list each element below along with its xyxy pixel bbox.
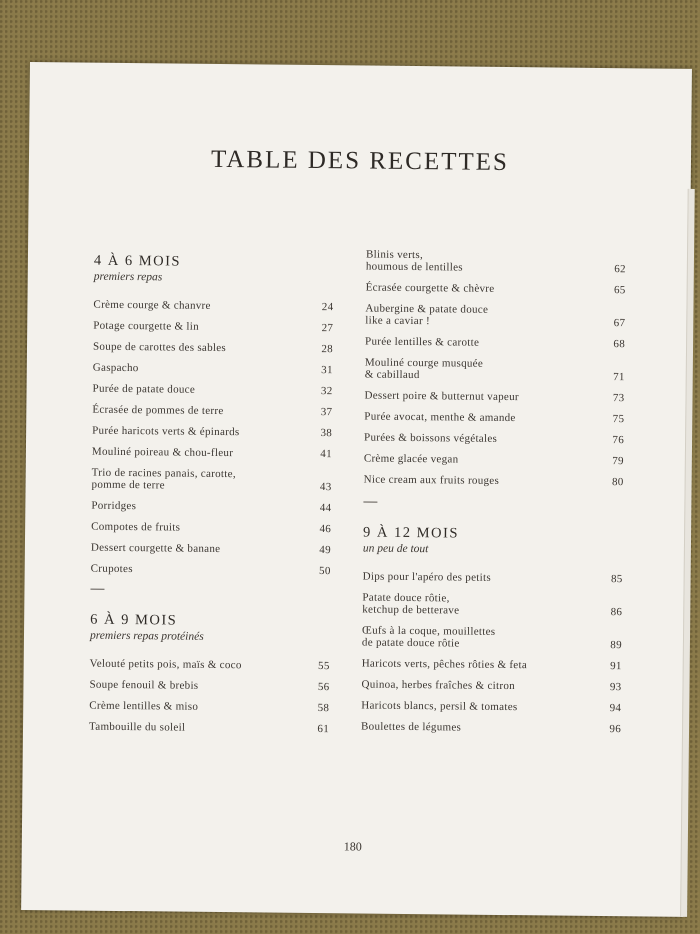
recipe-page-number: 46 bbox=[319, 523, 332, 536]
recipe-entry bbox=[93, 383, 333, 398]
recipe-page-number: 58 bbox=[317, 702, 330, 715]
recipe-page-number: 49 bbox=[319, 544, 331, 557]
recipe-page-number: 41 bbox=[320, 448, 332, 461]
recipe-name: Boulettes de légumes bbox=[360, 720, 462, 734]
recipe-name: Œufs à la coque, mouillettes de patate douce rôtie bbox=[361, 624, 496, 650]
recipe-name: Dessert poire & butternut vapeur bbox=[364, 389, 519, 404]
section-subtitle: premiers repas protéinés bbox=[89, 629, 204, 643]
page-title: TABLE DES RECETTES bbox=[210, 145, 510, 177]
recipe-entry bbox=[89, 721, 329, 736]
section-heading: 9 À 12 MOIS bbox=[363, 524, 460, 542]
recipe-page-number: 28 bbox=[321, 343, 334, 356]
recipe-name: Quinoa, herbes fraîches & citron bbox=[361, 678, 516, 693]
right-column bbox=[361, 249, 626, 745]
recipe-page-number: 79 bbox=[612, 455, 624, 468]
recipe-entry bbox=[366, 282, 626, 297]
recipe-page-number: 65 bbox=[613, 284, 626, 297]
recipe-page-number: 38 bbox=[320, 427, 333, 440]
recipe-entry bbox=[364, 474, 624, 489]
recipe-name: Trio de racines panais, carotte, pomme de terre bbox=[91, 466, 236, 492]
recipe-entry bbox=[92, 425, 332, 440]
recipe-name: Mouliné poireau & chou-fleur bbox=[91, 445, 234, 460]
page-edge bbox=[680, 189, 695, 917]
section-heading: 6 À 9 MOIS bbox=[90, 611, 178, 629]
recipe-entry bbox=[91, 542, 331, 557]
recipe-name: Purées & boissons végétales bbox=[364, 431, 498, 445]
recipe-name: Mouliné courge musquée & cabillaud bbox=[364, 356, 484, 382]
recipe-name: Gaspacho bbox=[92, 361, 139, 375]
recipe-page-number: 61 bbox=[317, 723, 330, 736]
recipe-name: Velouté petits pois, maïs & coco bbox=[89, 657, 242, 672]
recipe-name: Écrasée de pommes de terre bbox=[92, 403, 224, 418]
recipe-name: Purée lentilles & carotte bbox=[365, 335, 480, 349]
recipe-page-number: 24 bbox=[321, 301, 334, 314]
recipe-page-number: 80 bbox=[611, 476, 624, 489]
recipe-page-number: 85 bbox=[610, 573, 623, 586]
recipe-entry bbox=[365, 303, 625, 330]
recipe-entry bbox=[361, 679, 621, 694]
recipe-entry bbox=[91, 521, 331, 536]
recipe-name: Porridges bbox=[91, 499, 137, 513]
recipe-name: Purée avocat, menthe & amande bbox=[364, 410, 516, 425]
recipe-name: Potage courgette & lin bbox=[93, 319, 199, 333]
recipe-name: Soupe de carottes des sables bbox=[92, 340, 227, 355]
recipe-entry bbox=[92, 467, 332, 494]
recipe-entry bbox=[93, 341, 333, 356]
recipe-entry bbox=[91, 563, 331, 578]
recipe-page-number: 91 bbox=[610, 660, 622, 673]
recipe-page-number: 43 bbox=[319, 481, 332, 494]
recipe-entry bbox=[361, 700, 621, 715]
recipe-name: Crème glacée vegan bbox=[363, 452, 459, 466]
recipe-entry bbox=[364, 411, 624, 426]
recipe-name: Crème lentilles & miso bbox=[89, 699, 199, 713]
recipe-entry bbox=[364, 453, 624, 468]
section-subtitle: premiers repas bbox=[93, 270, 163, 284]
recipe-entry bbox=[362, 592, 622, 619]
recipe-entry bbox=[366, 249, 626, 276]
recipe-name: Nice cream aux fruits rouges bbox=[363, 473, 500, 487]
recipe-entry bbox=[93, 299, 333, 314]
recipe-name: Patate douce rôtie, ketchup de betterave bbox=[362, 591, 460, 617]
recipe-page-number: 75 bbox=[612, 413, 625, 426]
section-subtitle: un peu de tout bbox=[362, 542, 429, 556]
recipe-entry bbox=[93, 362, 333, 377]
section-separator bbox=[90, 589, 104, 590]
recipe-page-number: 62 bbox=[614, 263, 626, 276]
recipe-entry bbox=[89, 700, 329, 715]
recipe-name: Crupotes bbox=[90, 562, 133, 576]
recipe-page-number: 93 bbox=[609, 681, 622, 694]
recipe-name: Écrasée courgette & chèvre bbox=[365, 281, 495, 295]
recipe-name: Dips pour l'apéro des petits bbox=[362, 570, 491, 584]
recipe-page-number: 67 bbox=[613, 317, 626, 330]
recipe-entry bbox=[362, 658, 622, 673]
section-heading: 4 À 6 MOIS bbox=[93, 252, 182, 270]
recipe-name: Tambouille du soleil bbox=[88, 720, 186, 734]
recipe-entry bbox=[92, 446, 332, 461]
recipe-page-number: 37 bbox=[320, 406, 333, 419]
recipe-page-number: 55 bbox=[318, 660, 330, 673]
recipe-entry bbox=[363, 571, 623, 586]
recipe-page-number: 44 bbox=[319, 502, 332, 515]
recipe-page-number: 94 bbox=[609, 702, 622, 715]
recipe-entry bbox=[364, 432, 624, 447]
recipe-entry bbox=[362, 625, 622, 652]
recipe-page-number: 73 bbox=[612, 392, 625, 405]
recipe-name: Aubergine & patate douce like a caviar ! bbox=[365, 302, 489, 328]
recipe-page-number: 31 bbox=[321, 364, 333, 377]
recipe-page-number: 71 bbox=[613, 371, 625, 384]
recipe-entry bbox=[91, 500, 331, 515]
recipe-name: Blinis verts, houmous de lentilles bbox=[365, 248, 463, 274]
recipe-name: Haricots blancs, persil & tomates bbox=[361, 699, 518, 714]
recipe-name: Soupe fenouil & brebis bbox=[89, 678, 199, 692]
recipe-page-number: 89 bbox=[610, 639, 622, 652]
recipe-page-number: 86 bbox=[610, 606, 623, 619]
section-separator bbox=[363, 502, 377, 503]
recipe-page-number: 96 bbox=[609, 723, 622, 736]
recipe-page-number: 32 bbox=[320, 385, 333, 398]
recipe-entry bbox=[93, 320, 333, 335]
recipe-entry bbox=[365, 357, 625, 384]
recipe-entry bbox=[364, 390, 624, 405]
recipe-entry bbox=[365, 336, 625, 351]
recipe-name: Dessert courgette & banane bbox=[90, 541, 221, 556]
recipe-name: Compotes de fruits bbox=[91, 520, 181, 534]
recipe-entry bbox=[89, 679, 329, 694]
book-page bbox=[21, 62, 692, 917]
page-number: 180 bbox=[343, 839, 362, 854]
recipe-page-number: 27 bbox=[321, 322, 334, 335]
recipe-page-number: 56 bbox=[317, 681, 330, 694]
recipe-name: Haricots verts, pêches rôties & feta bbox=[361, 657, 528, 672]
recipe-name: Purée de patate douce bbox=[92, 382, 196, 396]
recipe-entry bbox=[361, 721, 621, 736]
recipe-name: Purée haricots verts & épinards bbox=[92, 424, 240, 439]
left-column bbox=[89, 253, 334, 744]
recipe-entry bbox=[92, 404, 332, 419]
recipe-page-number: 76 bbox=[612, 434, 625, 447]
recipe-name: Crème courge & chanvre bbox=[93, 298, 211, 312]
recipe-entry bbox=[90, 658, 330, 673]
recipe-page-number: 68 bbox=[613, 338, 626, 351]
recipe-page-number: 50 bbox=[319, 565, 331, 578]
